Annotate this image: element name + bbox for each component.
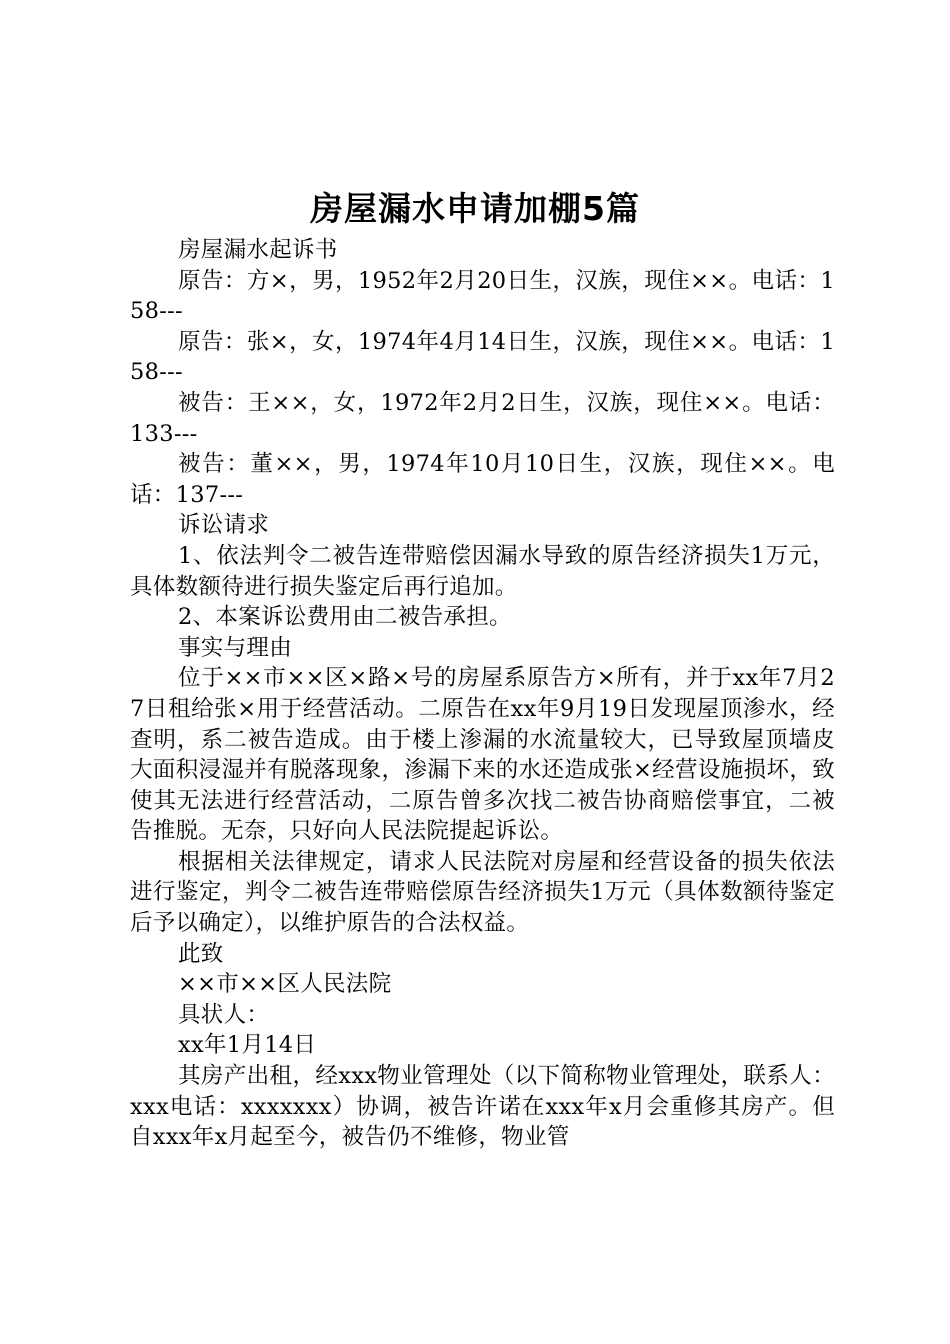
plaintiff-1-paragraph: 原告：方×，男，1952年2月20日生，汉族，现住××。电话：158--- (130, 267, 835, 325)
signer-paragraph: 具状人： (178, 1001, 270, 1028)
date-paragraph: xx年1月14日 (178, 1032, 317, 1059)
facts-paragraph: 位于××市××区×路×号的房屋系原告方×所有，并于xx年7月27日租给张×用于经营活动。二原告在xx年9月19日发现屋顶渗水，经查明，系二被告造成。由于楼上渗漏的水流量较大，已导致屋顶墙皮大面积浸湿并有脱落现象，渗漏下来的水还造成张×经营设施损坏，致使其无法进行经营活动，二原告曾多次找二被告协商赔偿事宜，二被告推脱。无奈，只好向人民法院提起诉讼。 (130, 665, 835, 845)
section-heading-facts: 事实与理由 (178, 634, 293, 661)
document-title: 房屋漏水申请加棚5篇 (310, 189, 640, 228)
court-name-paragraph: ××市××区人民法院 (178, 971, 392, 998)
claim-2-paragraph: 2、本案诉讼费用由二被告承担。 (178, 604, 512, 631)
document-body (130, 235, 835, 1153)
legal-basis-paragraph: 根据相关法律规定，请求人民法院对房屋和经营设备的损失依法进行鉴定，判令二被告连带赔偿原告经济损失1万元（具体数额待鉴定后予以确定），以维护原告的合法权益。 (130, 848, 835, 937)
defendant-1-paragraph: 被告：王××，女，1972年2月2日生，汉族，现住××。电话：133--- (130, 389, 835, 447)
defendant-2-paragraph: 被告：董××，男，1974年10月10日生，汉族，现住××。电话：137--- (130, 451, 835, 508)
property-paragraph: 其房产出租，经xxx物业管理处（以下简称物业管理处，联系人：xxx电话：xxxxxxx）协调，被告许诺在xxx年x月会重修其房产。但自xxx年x月起至今，被告仍不维修，物业管 (130, 1063, 835, 1151)
section-heading-claims: 诉讼请求 (178, 512, 270, 539)
subtitle-paragraph: 房屋漏水起诉书 (178, 237, 338, 263)
claim-1-paragraph: 1、依法判令二被告连带赔偿因漏水导致的原告经济损失1万元，具体数额待进行损失鉴定后再行追加。 (130, 542, 835, 600)
salutation-paragraph: 此致 (178, 940, 224, 967)
plaintiff-2-paragraph: 原告：张×，女，1974年4月14日生，汉族，现住××。电话：158--- (130, 328, 835, 386)
